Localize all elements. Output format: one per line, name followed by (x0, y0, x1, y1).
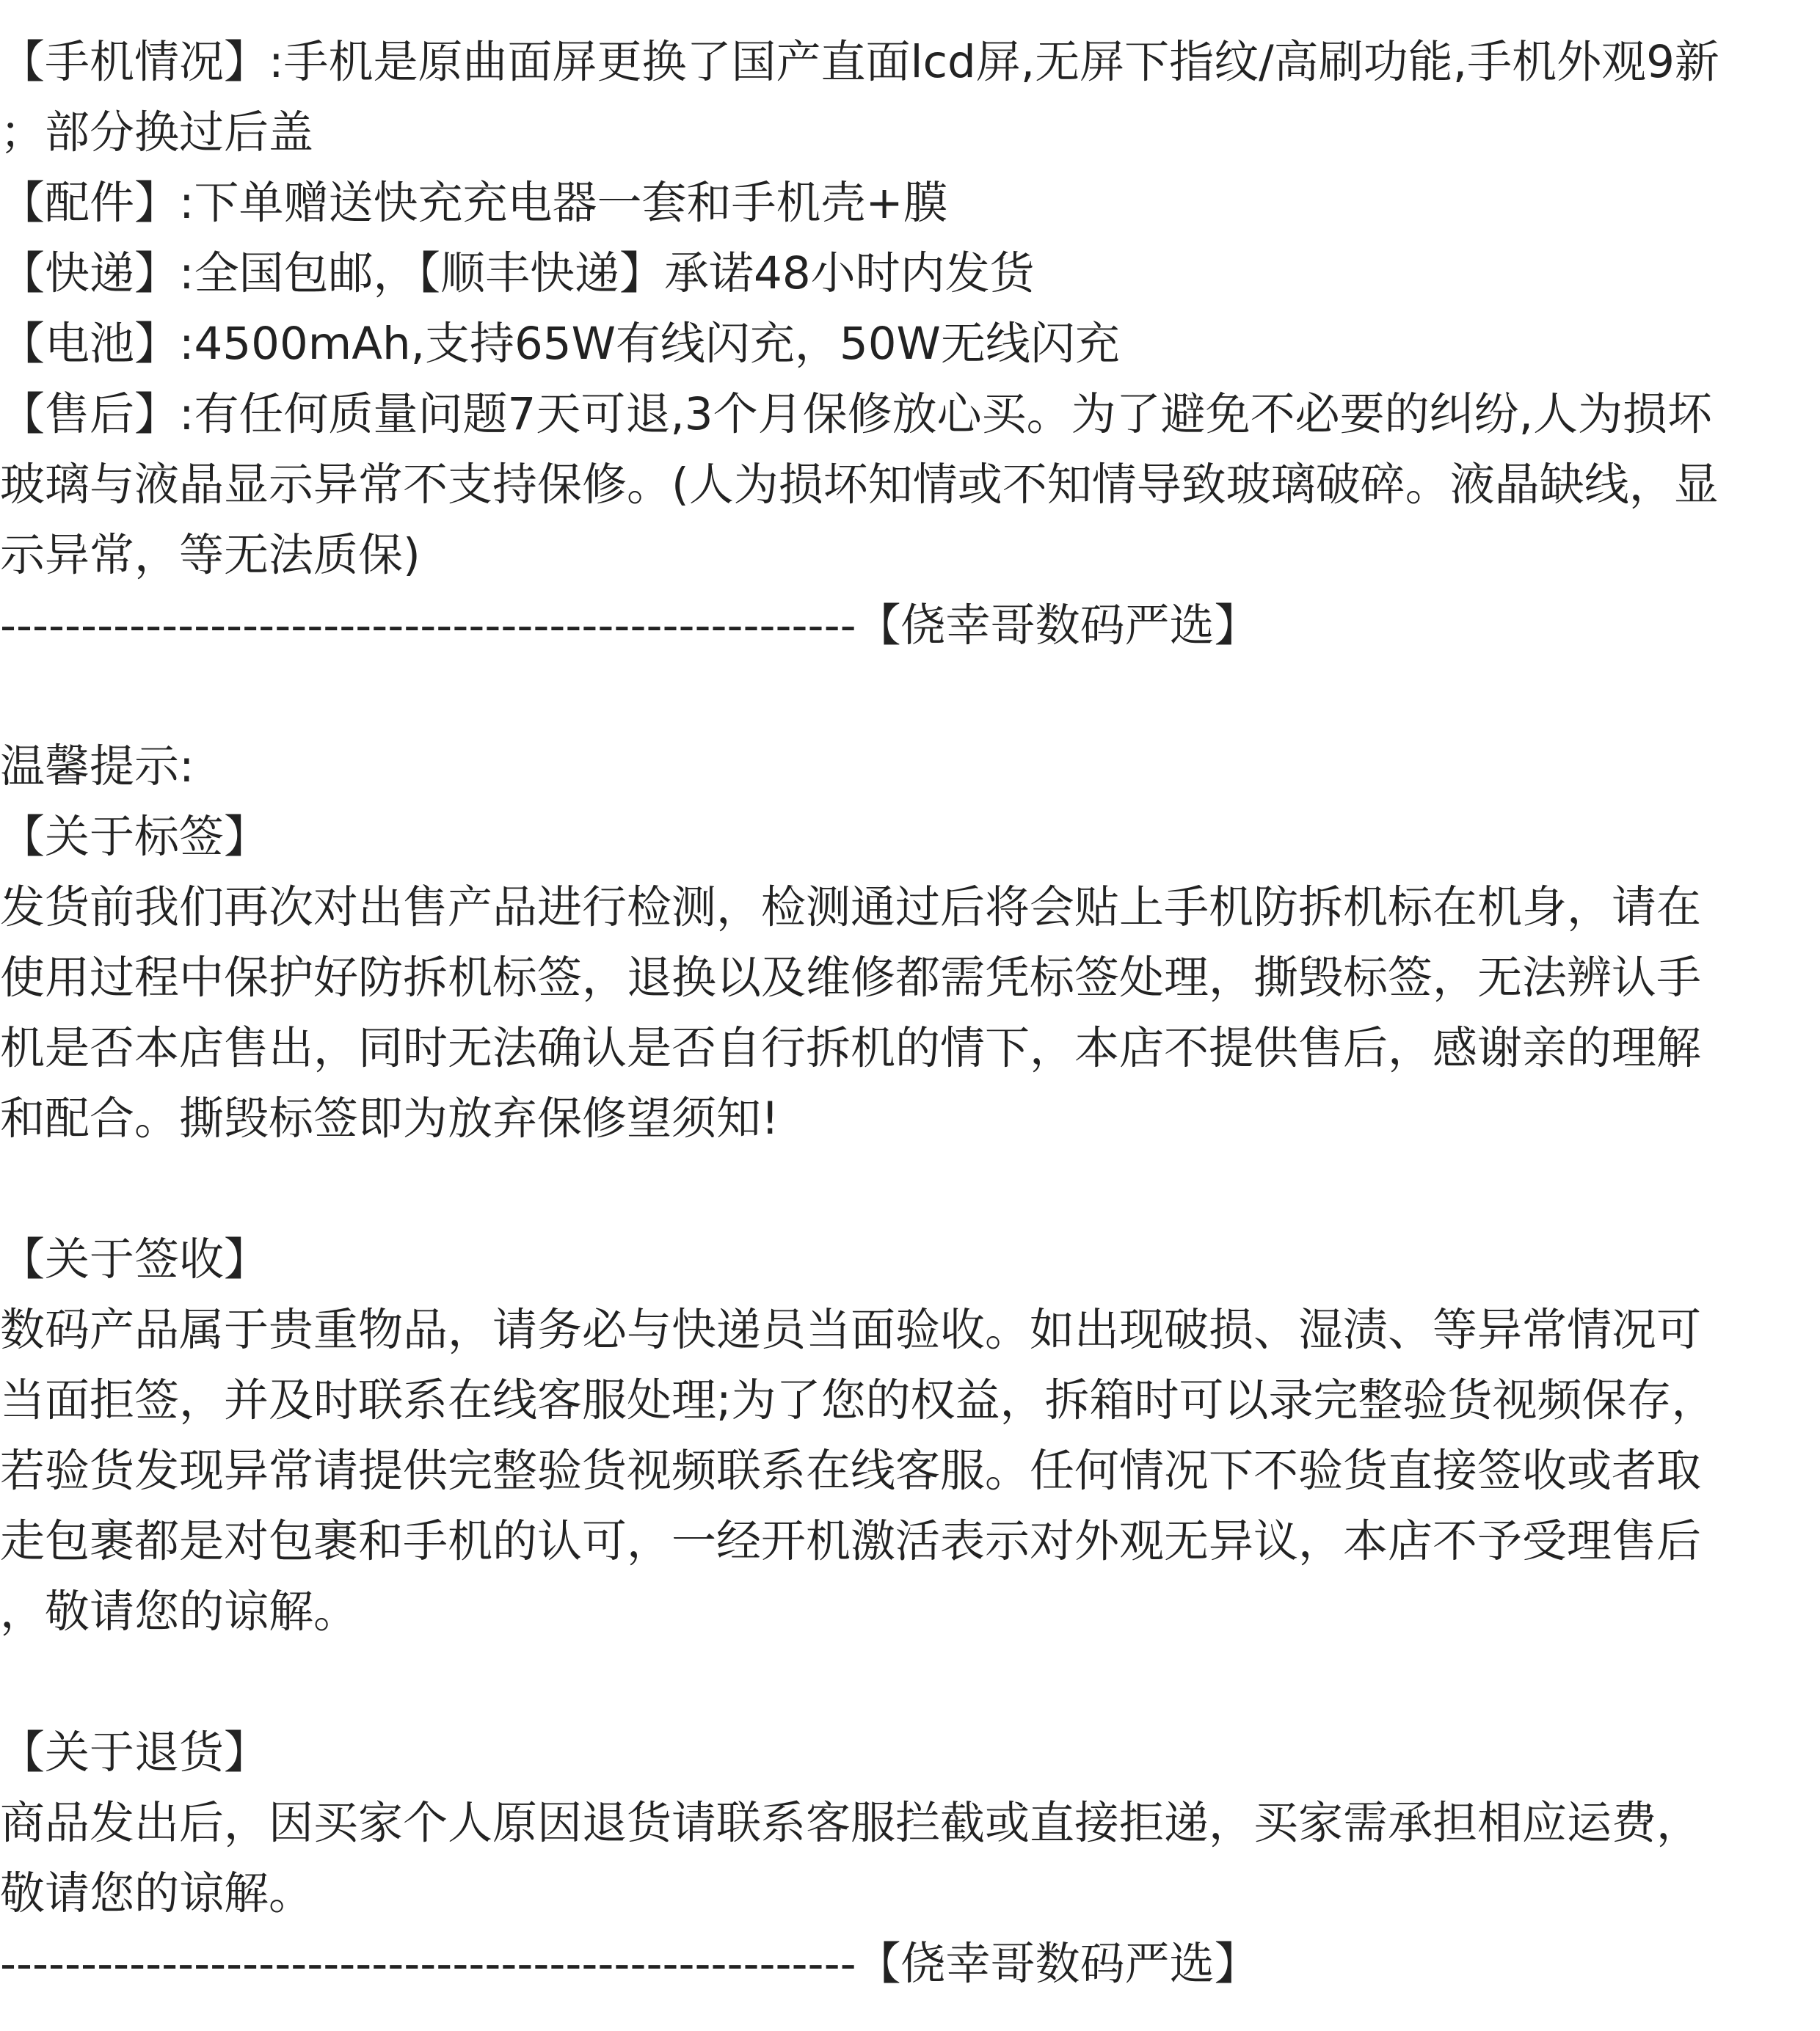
signing-section-line-3: 若验货发现异常请提供完整验货视频联系在线客服。任何情况下不验货直接签收或者取 (0, 1445, 1702, 1497)
footer-divider-signature: -----------------------------------------------------【侥幸哥数码严选】 (0, 1938, 1259, 1990)
signing-section-heading: 【关于签收】 (0, 1233, 269, 1286)
returns-section-line-1: 商品发出后，因买家个人原因退货请联系客服拦截或直接拒递，买家需承担相应运费， (0, 1797, 1702, 1849)
label-section-heading: 【关于标签】 (0, 811, 269, 863)
phone-condition-line-2: ；部分换过后盖 (0, 106, 314, 158)
signing-section-line-4: 走包裹都是对包裹和手机的认可，一经开机激活表示对外观无异议，本店不予受理售后 (0, 1515, 1702, 1567)
label-section-line-3: 机是否本店售出，同时无法确认是否自行拆机的情下，本店不提供售后，感谢亲的理解 (0, 1022, 1702, 1074)
returns-section-heading: 【关于退货】 (0, 1726, 269, 1779)
signing-section-line-1: 数码产品属于贵重物品，请务必与快递员当面验收。如出现破损、湿渍、等异常情况可 (0, 1304, 1702, 1356)
shipping-line: 【快递】:全国包邮，【顺丰快递】承诺48小时内发货 (0, 247, 1035, 299)
battery-line: 【电池】:4500mAh,支持65W有线闪充，50W无线闪充 (0, 318, 1120, 370)
accessories-line: 【配件】:下单赠送快充充电器一套和手机壳+膜 (0, 177, 948, 229)
label-section-line-4: 和配合。撕毁标签即为放弃保修望须知! (0, 1093, 779, 1145)
after-sales-line-3: 示异常，等无法质保) (0, 529, 421, 581)
tips-heading: 温馨提示: (0, 740, 194, 792)
signing-section-line-2: 当面拒签，并及时联系在线客服处理;为了您的权益，拆箱时可以录完整验货视频保存， (0, 1374, 1717, 1426)
section-divider-signature: -----------------------------------------------------【侥幸哥数码严选】 (0, 599, 1259, 652)
returns-section-line-2: 敬请您的谅解。 (0, 1867, 314, 1919)
label-section-line-2: 使用过程中保护好防拆机标签，退换以及维修都需凭标签处理，撕毁标签，无法辨认手 (0, 952, 1702, 1004)
after-sales-line-2: 玻璃与液晶显示异常不支持保修。(人为损坏知情或不知情导致玻璃破碎。液晶缺线，显 (0, 459, 1719, 511)
label-section-line-1: 发货前我们再次对出售产品进行检测，检测通过后将会贴上手机防拆机标在机身，请在 (0, 881, 1702, 933)
after-sales-line-1: 【售后】:有任何质量问题7天可退,3个月保修放心买。为了避免不必要的纠纷,人为损坏 (0, 388, 1712, 440)
signing-section-line-5: ，敬请您的谅解。 (0, 1586, 359, 1638)
phone-condition-line-1: 【手机情况】:手机是原曲面屏更换了国产直面lcd屏,无屏下指纹/高刷功能,手机外观9新 (0, 36, 1719, 88)
